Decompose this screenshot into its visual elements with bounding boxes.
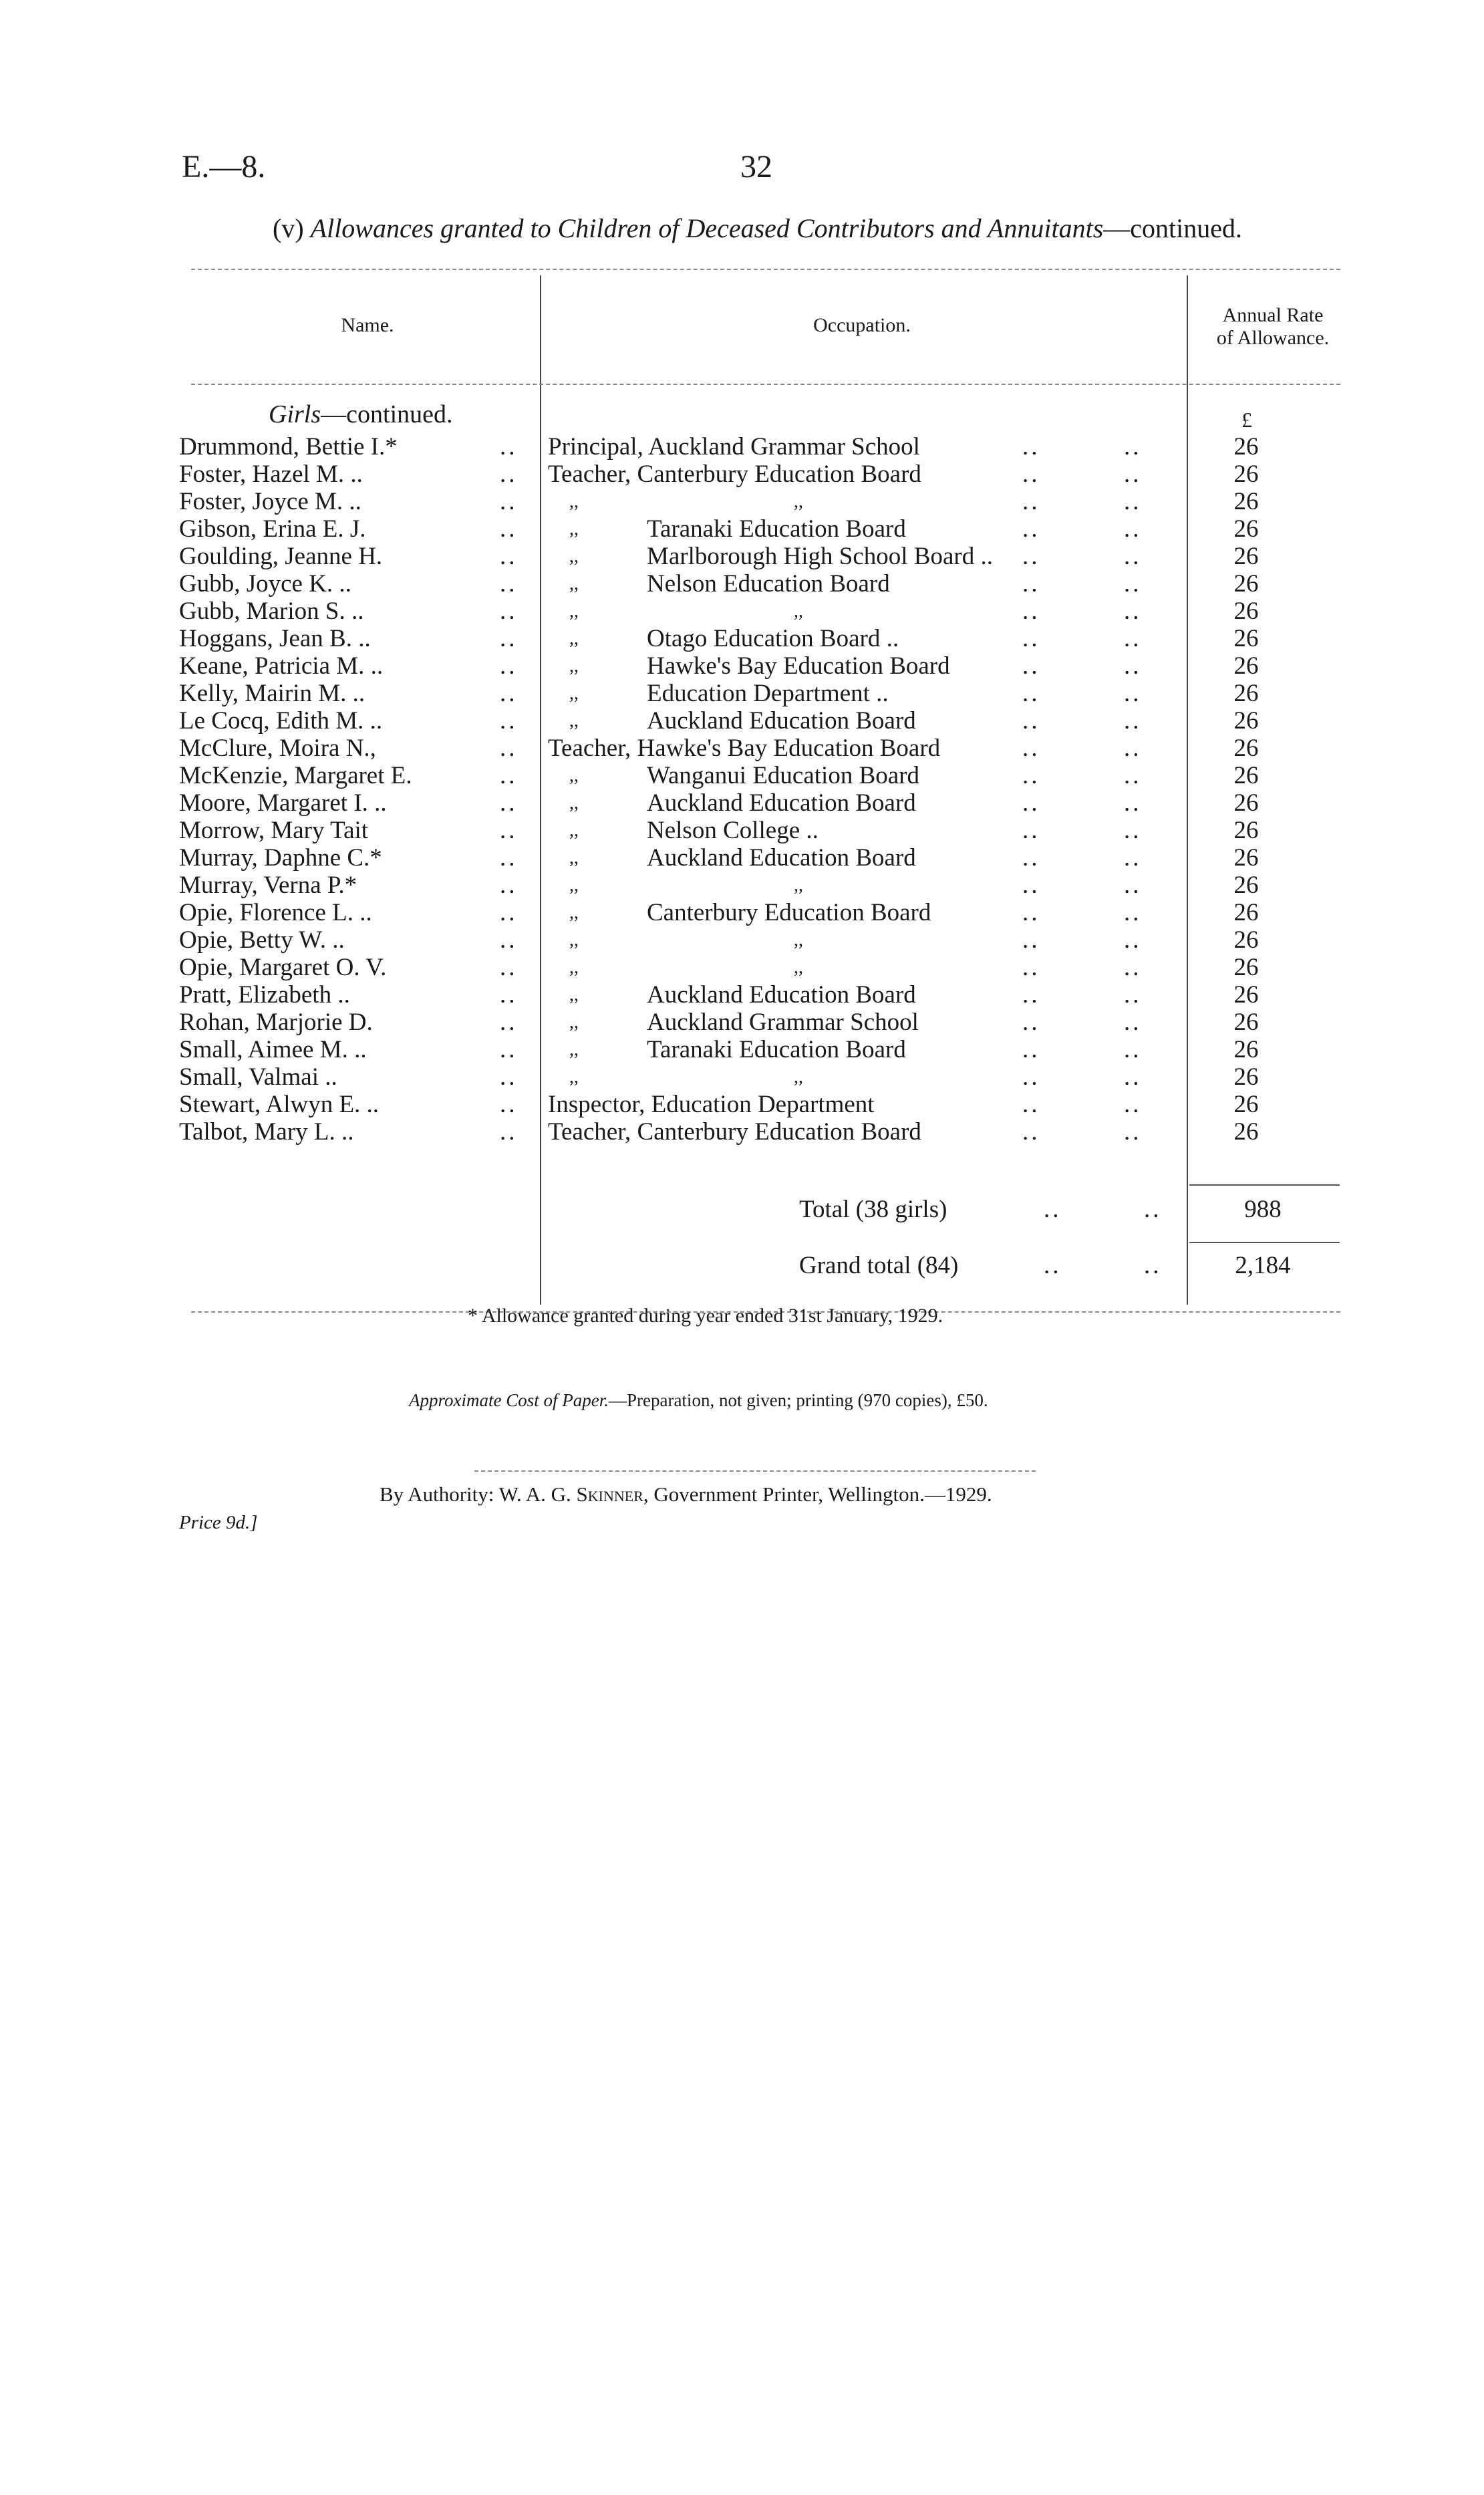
authority-rule: [474, 1470, 1036, 1472]
row-name: Small, Aimee M. ..: [179, 1036, 367, 1063]
row-leader: ..: [1022, 652, 1040, 680]
row-rate: 26: [1233, 598, 1259, 625]
row-occupation: Nelson Education Board: [647, 570, 890, 598]
row-ditto: ,,: [569, 656, 579, 676]
row-leader: ..: [500, 1063, 518, 1091]
row-leader: ..: [1124, 872, 1142, 899]
row-leader: ..: [500, 926, 518, 954]
header-bottom-rule: [191, 384, 1340, 385]
row-leader: ..: [500, 461, 518, 488]
row-leader: ..: [1124, 652, 1142, 680]
row-ditto: ,,: [569, 957, 579, 978]
row-rate: 26: [1233, 570, 1259, 598]
row-leader: ..: [1124, 735, 1142, 762]
row-leader: ..: [1022, 1036, 1040, 1063]
grand-total-leader-1: ..: [1044, 1252, 1062, 1279]
page-reference: E.—8.: [182, 149, 266, 184]
row-leader: ..: [1022, 844, 1040, 872]
row-ditto: ,,: [569, 710, 579, 731]
cost-note: [409, 1390, 988, 1411]
row-rate: 26: [1233, 789, 1259, 817]
column-header-occupation: Occupation.: [813, 314, 911, 336]
row-leader: ..: [1124, 789, 1142, 817]
total-rule: [1189, 1184, 1340, 1186]
row-name: Hoggans, Jean B. ..: [179, 625, 371, 652]
row-rate: 26: [1233, 817, 1259, 844]
row-ditto: ,,: [569, 1067, 579, 1087]
price: Price 9d.]: [179, 1512, 258, 1533]
row-name: Opie, Florence L. ..: [179, 899, 372, 926]
row-rate: 26: [1233, 1036, 1259, 1063]
rate-header-line1: Annual Rate: [1222, 304, 1324, 326]
row-name: Moore, Margaret I. ..: [179, 789, 387, 817]
row-name: Opie, Betty W. ..: [179, 926, 345, 954]
row-leader: ..: [1124, 625, 1142, 652]
row-occupation: Teacher, Canterbury Education Board: [548, 1118, 921, 1146]
row-occupation: Auckland Grammar School: [647, 1009, 919, 1036]
row-rate: 26: [1233, 1118, 1259, 1146]
row-occupation: Teacher, Hawke's Bay Education Board: [548, 735, 941, 762]
row-rate: 26: [1233, 515, 1259, 543]
rate-header-line2: of Allowance.: [1216, 327, 1330, 349]
table-row: [0, 625, 1484, 652]
row-leader: ..: [1022, 625, 1040, 652]
row-leader: ..: [1022, 543, 1040, 570]
column-header-name: Name.: [341, 314, 394, 336]
row-leader: ..: [500, 1009, 518, 1036]
table-row: [0, 488, 1484, 515]
authority-prefix: By Authority: W. A. G.: [380, 1482, 577, 1506]
table-row: [0, 1118, 1484, 1146]
subhead-label: Girls: [269, 400, 321, 428]
row-occupation: Education Department ..: [647, 680, 889, 707]
table-row: [0, 981, 1484, 1009]
table-row: [0, 844, 1484, 872]
row-leader: ..: [1124, 515, 1142, 543]
row-leader: ..: [1022, 954, 1040, 981]
row-ditto: ,,: [569, 875, 579, 896]
row-leader: ..: [500, 762, 518, 789]
row-leader: ..: [500, 735, 518, 762]
row-rate: 26: [1233, 981, 1259, 1009]
table-row: [0, 707, 1484, 735]
row-rate: 26: [1233, 926, 1259, 954]
row-leader: ..: [1124, 488, 1142, 515]
table-row: [0, 735, 1484, 762]
total-girls-value: 988: [1244, 1196, 1282, 1223]
row-leader: ..: [500, 433, 518, 461]
section-title: Allowances granted to Children of Deceased Contributors and Annuitants: [310, 213, 1104, 243]
row-rate: 26: [1233, 488, 1259, 515]
currency-symbol: £: [1241, 408, 1252, 432]
authority-suffix: , Government Printer, Wellington.—1929.: [643, 1482, 992, 1506]
column-header-rate: [1196, 304, 1350, 350]
row-rate: 26: [1233, 543, 1259, 570]
row-leader: ..: [500, 1118, 518, 1146]
row-leader: ..: [1022, 515, 1040, 543]
authority-line: [380, 1482, 992, 1506]
table-row: [0, 680, 1484, 707]
row-leader: ..: [500, 680, 518, 707]
row-leader: ..: [1022, 1091, 1040, 1118]
row-occupation: Wanganui Education Board: [647, 762, 920, 789]
row-leader: ..: [1022, 926, 1040, 954]
row-name: Le Cocq, Edith M. ..: [179, 707, 383, 735]
row-name: Foster, Hazel M. ..: [179, 461, 363, 488]
row-rate: 26: [1233, 872, 1259, 899]
row-leader: ..: [500, 652, 518, 680]
row-ditto: ,,: [569, 628, 579, 649]
row-leader: ..: [500, 598, 518, 625]
row-name: Kelly, Mairin M. ..: [179, 680, 365, 707]
row-leader: ..: [1124, 570, 1142, 598]
girls-subheading: [269, 400, 453, 429]
row-rate: 26: [1233, 625, 1259, 652]
row-occupation: Hawke's Bay Education Board: [647, 652, 950, 680]
row-name: Morrow, Mary Tait: [179, 817, 369, 844]
row-name: McKenzie, Margaret E.: [179, 762, 412, 789]
row-ditto: ,,: [569, 683, 579, 704]
row-name: Murray, Verna P.*: [179, 872, 357, 899]
row-ditto-2: ,,: [794, 601, 803, 622]
subhead-suffix: —continued.: [321, 400, 453, 428]
row-leader: ..: [1022, 598, 1040, 625]
cost-text: —Preparation, not given; printing (970 copies), £50.: [608, 1390, 988, 1410]
table-row: [0, 461, 1484, 488]
row-occupation: Otago Education Board ..: [647, 625, 899, 652]
row-leader: ..: [1124, 844, 1142, 872]
row-rate: 26: [1233, 680, 1259, 707]
row-leader: ..: [1022, 707, 1040, 735]
footnote: * Allowance granted during year ended 31st January, 1929.: [468, 1305, 943, 1327]
row-leader: ..: [1124, 981, 1142, 1009]
row-leader: ..: [1022, 899, 1040, 926]
row-name: Talbot, Mary L. ..: [179, 1118, 354, 1146]
cost-label: Approximate Cost of Paper.: [409, 1390, 609, 1410]
table-row: [0, 1009, 1484, 1036]
row-occupation: Principal, Auckland Grammar School: [548, 433, 920, 461]
row-leader: ..: [500, 570, 518, 598]
row-occupation: Taranaki Education Board: [647, 1036, 906, 1063]
section-prefix: (v): [273, 213, 304, 243]
row-leader: ..: [1124, 1009, 1142, 1036]
row-name: Gubb, Joyce K. ..: [179, 570, 351, 598]
row-leader: ..: [500, 981, 518, 1009]
table-row: [0, 789, 1484, 817]
table-row: [0, 872, 1484, 899]
row-leader: ..: [1124, 899, 1142, 926]
row-leader: ..: [1022, 735, 1040, 762]
table-row: [0, 926, 1484, 954]
table-row: [0, 899, 1484, 926]
row-leader: ..: [1124, 598, 1142, 625]
row-leader: ..: [500, 488, 518, 515]
row-occupation: Auckland Education Board: [647, 981, 916, 1009]
grand-total-rule: [1189, 1242, 1340, 1243]
row-occupation: Inspector, Education Department: [548, 1091, 875, 1118]
row-name: Small, Valmai ..: [179, 1063, 337, 1091]
row-ditto-2: ,,: [794, 1067, 803, 1087]
row-name: McClure, Moira N.,: [179, 735, 376, 762]
row-leader: ..: [1022, 872, 1040, 899]
table-row: [0, 1036, 1484, 1063]
row-leader: ..: [500, 844, 518, 872]
row-leader: ..: [1124, 433, 1142, 461]
row-leader: ..: [1022, 762, 1040, 789]
row-leader: ..: [1124, 926, 1142, 954]
row-rate: 26: [1233, 1091, 1259, 1118]
row-leader: ..: [500, 625, 518, 652]
row-leader: ..: [1124, 1091, 1142, 1118]
row-ditto: ,,: [569, 820, 579, 841]
row-rate: 26: [1233, 707, 1259, 735]
row-rate: 26: [1233, 433, 1259, 461]
row-occupation: Nelson College ..: [647, 817, 819, 844]
row-rate: 26: [1233, 1009, 1259, 1036]
row-ditto: ,,: [569, 1012, 579, 1033]
table-row: [0, 1063, 1484, 1091]
grand-total-value: 2,184: [1235, 1252, 1291, 1279]
row-leader: ..: [1124, 1063, 1142, 1091]
row-leader: ..: [1022, 680, 1040, 707]
row-ditto: ,,: [569, 984, 579, 1005]
row-ditto: ,,: [569, 546, 579, 567]
row-leader: ..: [500, 817, 518, 844]
row-name: Murray, Daphne C.*: [179, 844, 382, 872]
row-rate: 26: [1233, 844, 1259, 872]
table-row: [0, 1091, 1484, 1118]
row-ditto: ,,: [569, 902, 579, 923]
row-rate: 26: [1233, 954, 1259, 981]
row-occupation: Auckland Education Board: [647, 789, 916, 817]
table-row: [0, 817, 1484, 844]
row-name: Rohan, Marjorie D.: [179, 1009, 373, 1036]
row-ditto-2: ,,: [794, 491, 803, 512]
table-row: [0, 598, 1484, 625]
row-name: Goulding, Jeanne H.: [179, 543, 383, 570]
table-row: [0, 762, 1484, 789]
printer-name: Skinner: [576, 1482, 643, 1506]
total-leader-1: ..: [1044, 1196, 1062, 1223]
row-leader: ..: [1124, 461, 1142, 488]
row-leader: ..: [500, 707, 518, 735]
table-top-rule: [191, 269, 1340, 270]
row-name: Gubb, Marion S. ..: [179, 598, 364, 625]
row-occupation: Canterbury Education Board: [647, 899, 931, 926]
row-leader: ..: [1124, 954, 1142, 981]
row-ditto: ,,: [569, 491, 579, 512]
grand-total-leader-2: ..: [1144, 1252, 1162, 1279]
row-leader: ..: [1022, 1009, 1040, 1036]
row-occupation: Auckland Education Board: [647, 707, 916, 735]
row-name: Drummond, Bettie I.*: [179, 433, 398, 461]
row-ditto: ,,: [569, 793, 579, 813]
row-leader: ..: [1022, 488, 1040, 515]
table-row: [0, 543, 1484, 570]
row-name: Stewart, Alwyn E. ..: [179, 1091, 380, 1118]
row-leader: ..: [500, 543, 518, 570]
row-leader: ..: [1124, 543, 1142, 570]
row-leader: ..: [1124, 1118, 1142, 1146]
row-occupation: Teacher, Canterbury Education Board: [548, 461, 921, 488]
row-leader: ..: [1124, 817, 1142, 844]
row-ditto: ,,: [569, 573, 579, 594]
row-ditto: ,,: [569, 765, 579, 786]
row-ditto: ,,: [569, 519, 579, 539]
section-suffix: —continued.: [1103, 213, 1242, 243]
table-row: [0, 570, 1484, 598]
row-leader: ..: [500, 899, 518, 926]
row-leader: ..: [500, 872, 518, 899]
row-rate: 26: [1233, 652, 1259, 680]
row-leader: ..: [1022, 1118, 1040, 1146]
row-leader: ..: [1022, 981, 1040, 1009]
row-occupation: Taranaki Education Board: [647, 515, 906, 543]
row-occupation: Auckland Education Board: [647, 844, 916, 872]
section-heading: [273, 213, 1242, 244]
row-leader: ..: [500, 1036, 518, 1063]
row-leader: ..: [1022, 817, 1040, 844]
row-ditto: ,,: [569, 1039, 579, 1060]
row-name: Opie, Margaret O. V.: [179, 954, 387, 981]
row-leader: ..: [500, 789, 518, 817]
row-leader: ..: [1022, 789, 1040, 817]
row-leader: ..: [1022, 1063, 1040, 1091]
row-rate: 26: [1233, 1063, 1259, 1091]
allowance-table-body: [0, 433, 1484, 1146]
row-leader: ..: [500, 515, 518, 543]
page-number: 32: [740, 149, 772, 184]
row-ditto: ,,: [569, 601, 579, 622]
row-name: Pratt, Elizabeth ..: [179, 981, 350, 1009]
row-leader: ..: [1124, 707, 1142, 735]
row-ditto-2: ,,: [794, 930, 803, 950]
row-leader: ..: [1124, 680, 1142, 707]
row-ditto-2: ,,: [794, 875, 803, 896]
row-leader: ..: [1022, 570, 1040, 598]
row-rate: 26: [1233, 899, 1259, 926]
table-row: [0, 433, 1484, 461]
row-occupation: Marlborough High School Board ..: [647, 543, 993, 570]
table-row: [0, 515, 1484, 543]
row-leader: ..: [500, 954, 518, 981]
row-rate: 26: [1233, 735, 1259, 762]
row-ditto: ,,: [569, 847, 579, 868]
row-leader: ..: [1124, 762, 1142, 789]
row-rate: 26: [1233, 461, 1259, 488]
table-row: [0, 652, 1484, 680]
row-name: Foster, Joyce M. ..: [179, 488, 361, 515]
total-leader-2: ..: [1144, 1196, 1162, 1223]
row-ditto-2: ,,: [794, 957, 803, 978]
row-name: Gibson, Erina E. J.: [179, 515, 366, 543]
total-girls-label: Total (38 girls): [799, 1196, 947, 1223]
table-row: [0, 954, 1484, 981]
grand-total-label: Grand total (84): [799, 1252, 959, 1279]
row-rate: 26: [1233, 762, 1259, 789]
row-leader: ..: [500, 1091, 518, 1118]
row-ditto: ,,: [569, 930, 579, 950]
row-leader: ..: [1022, 461, 1040, 488]
row-leader: ..: [1124, 1036, 1142, 1063]
row-leader: ..: [1022, 433, 1040, 461]
row-name: Keane, Patricia M. ..: [179, 652, 384, 680]
